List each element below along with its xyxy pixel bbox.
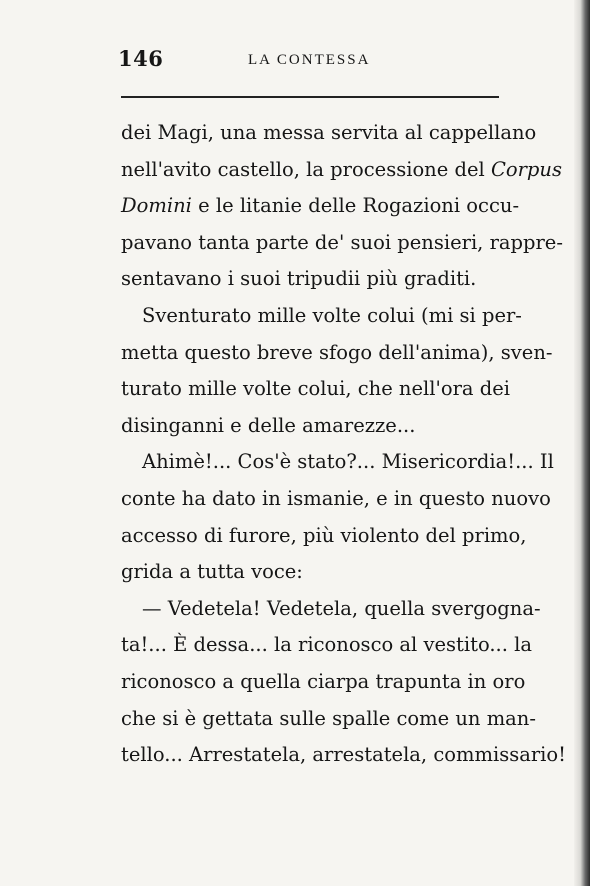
text-line: nell'avito castello, la processione del Corpus xyxy=(121,157,562,181)
text-line: tello... Arrestatela, arrestatela, commissario! xyxy=(121,743,566,767)
paragraph-first-line: — Vedetela! Vedetela, quella svergogna- xyxy=(142,596,541,620)
italic-text: Corpus xyxy=(490,157,562,181)
running-title: LA CONTESSA xyxy=(248,52,371,68)
header-rule xyxy=(121,96,499,98)
text-line: Domini e le litanie delle Rogazioni occu- xyxy=(121,194,520,218)
text-line: riconosco a quella ciarpa trapunta in oro xyxy=(121,669,526,693)
text-line: ta!... È dessa... la riconosco al vestito... la xyxy=(121,633,533,657)
text-line: metta questo breve sfogo dell'anima), sven- xyxy=(121,340,553,364)
paragraph-first-line: Ahimè!... Cos'è stato?... Misericordia!... Il xyxy=(142,450,554,474)
text-line: disinganni e delle amarezze... xyxy=(121,413,416,437)
text-line: pavano tanta parte de' suoi pensieri, rappre- xyxy=(121,230,563,254)
page-number: 146 xyxy=(118,46,164,71)
text-line: dei Magi, una messa servita al cappellano xyxy=(121,121,537,144)
text-line: turato mille volte colui, che nell'ora dei xyxy=(121,377,511,401)
text-line: sentavano i suoi tripudii più graditi. xyxy=(121,267,477,291)
text-line: grida a tutta voce: xyxy=(121,560,303,584)
page-header xyxy=(118,46,502,76)
body-text xyxy=(121,115,566,774)
paragraph-first-line: Sventurato mille volte colui (mi si per- xyxy=(142,303,522,327)
italic-text: Domini xyxy=(121,194,192,218)
book-spine-shadow xyxy=(574,0,590,886)
text-line: accesso di furore, più violento del primo, xyxy=(121,523,527,547)
text-line: che si è gettata sulle spalle come un man- xyxy=(121,706,536,730)
text-line: conte ha dato in ismanie, e in questo nuovo xyxy=(121,486,551,510)
